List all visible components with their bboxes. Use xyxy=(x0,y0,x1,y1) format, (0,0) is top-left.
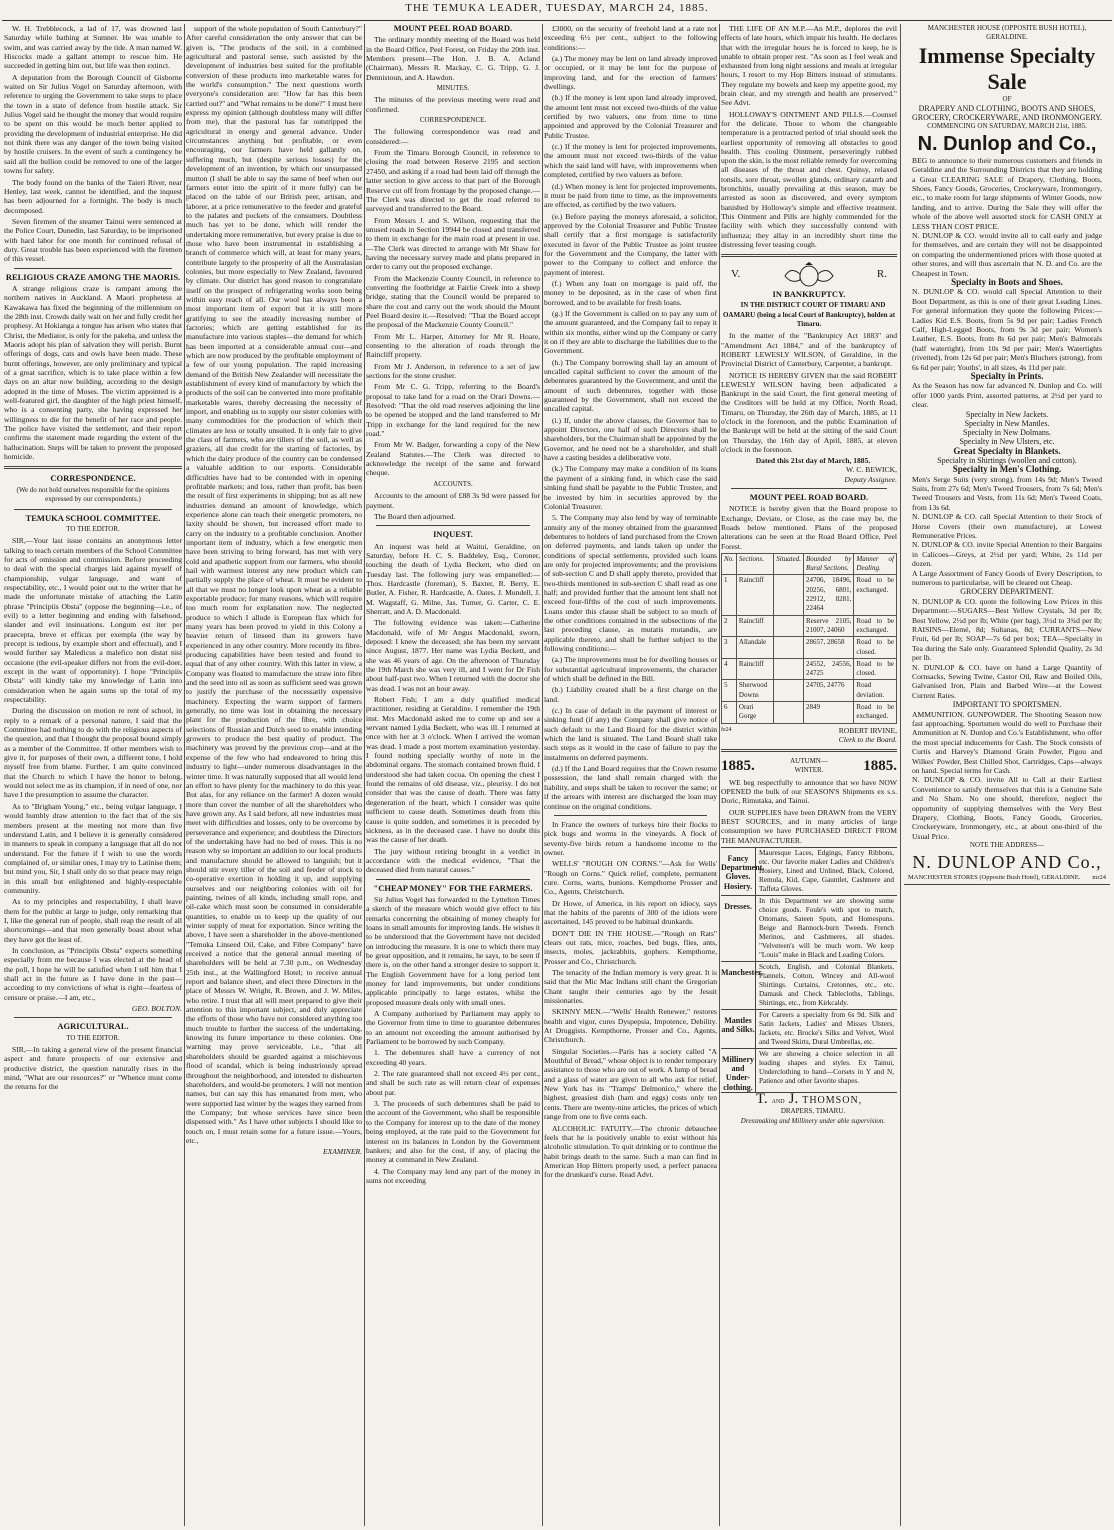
divider xyxy=(376,879,530,880)
clause: (b.) Liability created shall be a first charge on the land. xyxy=(544,685,717,704)
divider xyxy=(376,525,530,526)
notice-body: NOTICE is hereby given that the Board propose to Exchange, Deviate, or Close, as the case may be, the Roads below mentioned. Plans of the proposed alterations can be seen at the Road Board Office, Peel Forest. xyxy=(721,504,897,551)
table-cell: Road to be exchanged. xyxy=(854,702,897,724)
article-body: The Board then adjourned. xyxy=(374,511,456,521)
editorial-note: (We do not hold ourselves responsible for the opinions expressed by our correspondents.) xyxy=(16,485,170,504)
royal-letter: R. xyxy=(876,268,887,281)
table-header-cell: Situated. xyxy=(774,553,804,575)
department-row xyxy=(721,847,897,895)
table-cell: Raincliff xyxy=(736,575,773,615)
ads-region xyxy=(721,24,1110,1526)
banner-year: 1885. xyxy=(721,757,755,774)
table-cell: Raincliff xyxy=(736,615,773,637)
advert-body: Men's Serge Suits (very strong), from 14s 9d; Men's Tweed Suits, from 27s 6d; Men's Tweed Trousers, from 7s 6d; Men's Tweed Trousers and Vests, from 11s 6d; Men's Tweed Coats, from 13s 6d. xyxy=(912,474,1102,512)
news-item: W. H. Trebblecock, a lad of 17, was drowned last Saturday while bathing at Sumner. He was unable to swim, and was carried away by the tide. A man named W. Hiscocks made a gallant attempt to rescue him. He succeeded in getting him out, but life was then extinct. xyxy=(4,24,182,71)
notice-body: In the matter of the "Bankruptcy Act 1883" and "Amendment Act 1884," and of the bankruptcy of ROBERT LEWESLY WILSON, of Geraldine, in the Provincial District of Canterbury, Carpenter, a bankrupt. xyxy=(721,331,897,369)
divider xyxy=(14,509,172,510)
clause: (g.) If the Government is called on to pay any sum of the amount guaranteed, and the Company fail to repay it within six months, either wind up the Company or carry it on if they are able to discharge the liabilities due to the Government. xyxy=(544,308,717,356)
advert-body: N. DUNLOP & CO. have on hand a Large Quantity of Cornsacks, Sewing Twine, Castor Oil, Raw and Boiled Oils, Galvanised Iron, Plain and Barbed Wire—at the Lowest Current Rates. xyxy=(912,662,1102,700)
table-cell: 5 xyxy=(722,680,737,702)
column-rule xyxy=(364,24,365,1526)
letter-body: As to "Brigham Young," etc., being vulgar language, I would humbly draw attention to the fact that of the six members present at the meeting not more than five understand Latin, and I believe it is generally considered in manners to speak in company a language that all do not understand. For the future if I wish to use the words complained of, or similar ones, I may try to Latinise them; but mind you, Sir, I shall only do so that peace may reign in this small but enlightened and highly-respectable community. xyxy=(4,801,182,895)
notice-signature: Clerk to the Board. xyxy=(838,734,897,744)
article-body: 1. The debentures shall have a currency of not exceeding 40 years. xyxy=(366,1048,540,1067)
article-body: A Company authorised by Parliament may apply to the Governor from time to time to guarantee debentures to an amount not exceeding the amount authorised by Parliament to be borrowed by such Company. xyxy=(366,1009,540,1047)
advert-subhead: Specialty in New Dolmans. xyxy=(963,428,1051,438)
advert-body: WE beg respectfully to announce that we have NOW OPENED the bulk of our SEASON'S Shipments ex s.s. Doric, Rimutaka, and Tainui. xyxy=(721,777,897,806)
table-cell: Allandale xyxy=(736,637,773,659)
letter-signature: EXAMINER. xyxy=(322,1147,362,1157)
department-text: Mauresque Laces, Edgings, Fancy Ribbons, etc. Our favorite maker Ladies and Children's Hosiery, Lined and Unlined, Black, Colored, Remula, Kid, Cape, Gauntlet, Cashmere and Taffeta Gloves. xyxy=(759,848,894,893)
news-item: Singular Societies.—Paris has a society called "A Mouthful of Bread," whose object is to render temporary assistance to those who are out of work. A lump of bread and a glass of water are given to all who ask for relief. New York has its "Tramps' Delmonico," where the highest, greasiest dish (ham and eggs) costs only ten cents. There are twenty-nine articles, the prices of which range from one to five cents each. xyxy=(544,1046,717,1122)
article-body: From Mr L. Harper, Attorney for Mr R. Hoare, consenting to the alteration of roads through the Raincliff property. xyxy=(366,331,540,360)
table-cell xyxy=(774,702,804,724)
advert-body: N. DUNLOP & CO. invite Special Attention to their Bargains in Calicoes—Greys, at 2½d per yard; White, 2s 11d per dozen. xyxy=(912,540,1102,569)
top-rule xyxy=(2,20,1112,21)
clause: (d.) When money is lent for projected improvements, it must be paid from time to time, as the improvements are effected, as certified by the two valuers. xyxy=(544,181,717,210)
table-header-row xyxy=(722,553,897,575)
banner-year: 1885. xyxy=(863,757,897,774)
column-4 xyxy=(544,24,717,1526)
news-item: Dr Howe, of America, in his report on idiocy, says that the habits of the parents of 300 of the idiots were ascertained, 145 proved to be habitual drunkards. xyxy=(544,898,717,927)
table-cell: 24706, 18496, 20256, 6801, 22912, 8281, 22464 xyxy=(803,575,853,615)
notice-signature: Deputy Assignee. xyxy=(844,474,897,484)
table-cell: Road to be closed. xyxy=(854,637,897,659)
section-headline: CORRESPONDENCE. xyxy=(50,473,136,484)
divider xyxy=(14,1017,172,1018)
department-row xyxy=(721,895,897,961)
advert-subhead: IMPORTANT TO SPORTSMEN. xyxy=(952,700,1062,710)
table-body xyxy=(722,575,897,723)
article-body: From the Timaru Borough Council, in reference to closing the road between Reserve 2195 and section 27450, and asking if a road had been laid off through the latter section to give access to that part of the Borough Reserve cut off from frontage by the proposed change.—The Clerk was directed to get the road referred to surveyed and transferred to the Board. xyxy=(366,148,540,214)
advert-notice: WELLS' "ROUGH ON CORNS."—Ask for Wells' "Rough on Corns." Quick relief, complete, permanent cure. Corns, warts, bunions. Kempthorne Prosser and Co., Agents, Christchurch. xyxy=(544,859,717,897)
clause: (e.) Before paying the moneys aforesaid, a solicitor, approved by the Colonial Treasurer and Public Trustee shall certify that a first mortgage is satisfactorily executed in favor of the Public Trustee as joint trustee for the Government and the Company, the latter with power to the Company to collect and enforce the payment of interest. xyxy=(544,211,717,277)
advert-subhead: Specialty in New Jackets. xyxy=(965,409,1049,419)
news-item: In France the owners of turkeys hire their flocks to pick bugs and worms in the vineyards. A flock of seventy-five birds return a handsome income to the owner. xyxy=(544,819,717,857)
department-row xyxy=(721,1009,897,1048)
column-1 xyxy=(4,24,182,1526)
season-banner xyxy=(721,757,897,776)
advert-brand: N. DUNLOP AND Co., xyxy=(912,851,1102,872)
advert-body: N. DUNLOP & CO. would call Special Attention to their Boot Department, as this is one of their great Leading Lines. For general information they quote the following Prices:—Ladies Kid E.S. Boots, from 5s 9d per pair; Ladies French Calf, High-Legged Boots, from 9s 3d per pair; Women's Leather, E.S. Boots, from 8s 6d per pair; Men's Balmorals (half watertight), from 10s 9d per pair; Men's Watertights (rivetted), from 12s 6d per pair; Men's Bluchers (strong), from 6s 6d per pair; Youths', in all sizes, 4s 11d per pair. xyxy=(912,287,1102,372)
advert-body: OUR SUPPLIES have been DRAWN from the VERY BEST SOURCES, and in many articles of large consumption we have PURCHASED DIRECT FROM THE MANUFACTURER. xyxy=(721,807,897,845)
clause: (a.) The improvements must be for dwelling houses or for substantial agricultural improvements, the character of which shall be defined in the Bill. xyxy=(544,655,717,684)
article-body: From Mr W. Badger, forwarding a copy of the New Zealand Statutes.—The Clerk was directed to acknowledge the receipt of the same and forward cheque. xyxy=(366,440,540,478)
article-body: An inquest was held at Waitui, Geraldine, on Saturday, before H. C. S. Baddeley, Esq., Coroner, touching the death of Lydia Beckett, who died on Tuesday last. The following jury was empanelled:—Thos. Hardcastle (foreman), S. Baxter, R. Berry, E. Butler, A. Fisher, R. Hardcastle, A. Oates, J. Mundell, J. M. Wagstaff, G. Milne, Jas. Turner, G. Carter, C. E. Sherratt, and A. D. Macdonald. xyxy=(366,541,540,616)
news-item: Seven firemen of the steamer Tainui were sentenced at the Police Court, Dunedin, last Saturday, to be imprisoned with hard labor for one month for continued refusal of duty. Great trouble has been experienced with the firemen of this vessel. xyxy=(4,216,182,264)
table-cell: Sherwood Downs xyxy=(736,680,773,702)
letter-body: As to my principles and respectability, I shall leave them for the public at large to judge, only remarking that I, like the general run of people, shall reap the result of all shortcomings—and that men generally boast about what they have got the least of. xyxy=(4,897,182,944)
article-body: Accounts to the amount of £88 3s 9d were passed for payment. xyxy=(366,491,540,510)
advert-subhead: Specialty in New Mantles. xyxy=(964,418,1050,428)
table-cell: Road to be closed. xyxy=(854,658,897,680)
table-row xyxy=(722,575,897,615)
department-label: Mantles and Silks. xyxy=(721,1010,756,1048)
subheading: MINUTES. xyxy=(436,84,470,93)
letter-body: SIR,—Your last issue contains an anonymous letter talking to teach certain members of the School Committee for acts of omission and commission. Before proceeding to deal with the special charges laid against myself of championship, vulgar language, and want of respectability, etc., I would point out to the writer that he made the unfortunate mistake of attaching the Latin phrase "Principiis Obsta" (oppose the beginning—i.e., of evil) to a letter beginning and ending with falsehood, slander and evil insinuations. Longum est iter per praecepta, breve et efficax per exempla (the way by precept is tedious, by example short and effectual), and I would further say Maledicus a malefico non distat nisi occasione (the evil-speaker differs not from the evil-doer, except in the want of opportunity). I hope "Principiis Obsta" will kindly take my knowledge of Latin into consideration when he again sums up the total of my respectability. xyxy=(4,536,182,705)
department-text: We are showing a choice selection in all leading shapes and styles. Ex Tainui, Underclothing to hand—Corsets in Y and N, Patience and other favorite shapes. xyxy=(759,1049,894,1085)
department-row xyxy=(721,1048,897,1092)
brand-letter: J. xyxy=(788,1091,799,1108)
department-label: Manchester. xyxy=(721,962,756,1009)
advert-subhead: Specialty in Men's Clothing. xyxy=(952,464,1062,475)
divider xyxy=(721,749,897,752)
brand-tagline: Dressmaking and Millinery under able supervision. xyxy=(740,1116,886,1125)
divider xyxy=(554,815,707,816)
table-cell xyxy=(774,658,804,680)
department-label: Dresses. xyxy=(721,896,756,961)
advert-notice: HOLLOWAY'S OINTMENT AND PILLS.—Counsel for the delicate. Those to whom the changeable temperature is a protracted period of trial should seek the earliest opportunity of removing all obstacles to good health. This cooling Ointment, perseveringly rubbed upon the skin, is the most reliable remedy for overcoming all diseases of the throat and chest. Quinsy, relaxed tonsils, sore throat, swollen glands, ordinary catarrh and bronchitis, usually prevailing at this season, may be arrested as soon as discovered, and every symptom banished by Holloway's simple and effective treatment. This Ointment and Pills are highly commended for the facility with which they successfully contend with influenza; they allay in an incredibly short time the distressing fever teasing cough. xyxy=(721,109,897,249)
advert-body: N. DUNLOP & CO. quote the following Low Prices in this Department:—SUGARS—Best Yellow Crystals, 3d per lb; Best Yellow, 2½d per lb; White (per bag), 3½d to 3¾d per lb; RAISINS—Elemé, 8d; Sultanas, 8d; CURRANTS—New Fruit, 6d per lb; SOAP—7s 6d per box; TEA—Specialty in Tea during the Sale only. Guaranteed Splendid Quality, 2s 3d per lb. xyxy=(912,596,1102,663)
letter-body: During the discussion on motion re rent of school, in reply to a remark of a personal nature, I said that the Committee had nothing to do with the religious aspects of the question, and that I thought the proposal bound simply as a member of the Committee. If other members wish to give it, for purposes of their own, a different tone, I hold myself free from blame. Further, I am quite convinced that the Church to which I have the honor to belong, would not select me as its champion, if in need of one, nor have I the presumption to assume the character. xyxy=(4,706,182,800)
advert-line: COMMENCING ON SATURDAY, MARCH 21st, 1885. xyxy=(927,122,1087,131)
advert-body: N. DUNLOP & CO. call Special Attention to their Stock of Horse Covers (their own manufacture), at Lowest Remunerative Prices. xyxy=(912,512,1102,541)
notices-column xyxy=(721,24,901,1526)
notice-signature: ROBERT IRVINE, xyxy=(838,725,897,735)
notice-headline: IN BANKRUPTCY. xyxy=(772,289,846,300)
divider xyxy=(14,268,172,269)
table-cell: 1 xyxy=(722,575,737,615)
ad-code: mr24 xyxy=(1092,873,1106,881)
article-headline: AGRICULTURAL. xyxy=(57,1021,129,1032)
table-cell xyxy=(774,615,804,637)
advert-subhead: Great Specialty in Blankets. xyxy=(953,445,1061,456)
table-cell: Road to be exchanged. xyxy=(854,615,897,637)
subheading: ACCOUNTS. xyxy=(433,479,473,488)
advert-notice: THE LIFE OF AN M.P.—An M.P., deplores the evil effects of late hours, which impair his health. He declares that with the irregular hours he is forced to keep, he is unable to obtain proper rest. "As soon as I feel weak and exhausted from long night sessions and meals at irregular hours, I resort to my Hop Bitters instead of stimulants. They regulate my bowels and keep my appetite good, my brain clear, and my strength and health are preserved." See Advt. xyxy=(721,24,897,108)
advert-body: As the Season has now far advanced N. Dunlop and Co. will offer 1000 yards Print, assorted patterns, at 2½d per yard to clear. xyxy=(912,381,1102,410)
table-cell: 2849 xyxy=(803,702,853,724)
article-body: 3. The proceeds of such debentures shall be paid to the account of the Government, who shall be responsible to the Company for interest up to the date of the money being employed, at the rate paid to the Government for interest on its balances in London by the Government bankers; and also for the cost, if any, of placing the money at command in New Zealand. xyxy=(366,1099,540,1165)
department-text: In this Department we are showing some choice goods. Foule's with spot to match, Ottomans, Sateen Spots, and Homespuns. Beige and Bannock-burn Tweeds. French Merinos, and Cashmeres, all shades. "Velveteen's will be much worn. We keep "Louis" make in Black and Leading Colors. xyxy=(759,896,894,959)
advert-body: AMMUNITION. GUNPOWDER. The Shooting Season now fast approaching, Sportsmen would do well to Purchase their Ammunition at N. Dunlop and Co.'s Establishment, who offer the most special inducements for Cash. The Stock consists of Curtis and Harvey's Diamond Grain Powder, Pigou and Wilkes' Powder, Best Chilled Shot, Cartridges, Caps—always on hand. Special terms for Cash. xyxy=(912,709,1102,775)
table-cell: 4 xyxy=(722,658,737,680)
article-headline: TEMUKA SCHOOL COMMITTEE. xyxy=(25,512,161,523)
banner-season: AUTUMN—WINTER. xyxy=(790,757,828,775)
clause: (c.) In case of default in the payment of interest or sinking fund (if any) the Company shall give notice of such default to the Land Board for the district within which the land is situated. The Land Board shall take such steps as it would in the case of failure to pay the instalments on deferred payments. xyxy=(544,706,717,762)
roads-table xyxy=(721,553,897,724)
advert-line: NOTE THE ADDRESS— xyxy=(969,841,1045,850)
article-headline: INQUEST. xyxy=(433,529,473,540)
clause: (a.) The money may be lent on land already improved or occupied, or it may be lent for the purpose of improving land, and for the erection of farmers' dwellings. xyxy=(544,54,717,92)
advert-brand: N. Dunlop and Co., xyxy=(917,132,1097,155)
article-body: From Mr J. Anderson, in reference to a set of jaw sections for the stone crusher. xyxy=(366,361,540,381)
clause: (i.) If, under the above clauses, the Governor has to appoint Directors, one half of such Directors shall be shareholders, but the Chairman shall be appointed by the Governor, and he need not be a shareholder, and shall have a casting besides a deliberative vote. xyxy=(544,415,717,463)
table-row xyxy=(722,637,897,659)
article-body: From Mr C. G. Tripp, referring to the Board's proposal to take land for a road on the Orari Downs.—Resolved: "That the old road reserves adjoining the line to be opened be stopped and the land transferred to Mr Tripp in exchange for the land required for the new road." xyxy=(366,382,540,439)
news-item: The tenacity of the Indian memory is very great. It is said that the Mic Mac Indians still chant the Gregorian Chant taught their centuries ago by the Jesuit missionaries. xyxy=(544,968,717,1006)
table-cell: 24552, 24556, 24725 xyxy=(803,658,853,680)
royal-arms xyxy=(721,262,897,288)
article-body: 4. The Company may lend any part of the money in sums not exceeding xyxy=(366,1166,540,1185)
table-header-cell: No. xyxy=(722,553,737,575)
advert-body: N. DUNLOP & CO. would invite all to call early and judge for themselves, and are certain they will not be disappointed on comparing the undermentioned prices with those quoted at other stores, and will thus ascertain that N. D. and Co. are the Cheapest in Town. xyxy=(912,231,1102,278)
letter-body: SIR,—In taking a general view of the present financial aspect and future prospects of our extensive and productive district, the question naturally rises in the mind, "What are our resources?" or "Whence must come the returns for the xyxy=(4,1045,182,1092)
column-rule xyxy=(542,24,543,1526)
table-header-cell: Sections. xyxy=(736,553,773,575)
advert-title: Immense Specialty Sale xyxy=(918,42,1096,94)
display-ads xyxy=(901,24,1110,1526)
notice-headline: MOUNT PEEL ROAD BOARD. xyxy=(749,492,869,503)
article-body: The following evidence was taken:—Catherine Macdonald, wife of Mr Angus Macdonald, sworn, deposed: I knew the deceased; she has been my servant since August, 1877. Her name was Lydia Beckett, and she was 46 years of age. On the afternoon of Thursday the 19th March she was very ill, and I went for Dr Fish about half-past two. When I returned with the doctor she was dead. I was not an hour away. xyxy=(366,618,540,693)
article-body: Sir Julius Vogel has forwarded to the Lyttelton Times a sketch of the measure which would give effect to his remarks concerning the obtaining of money cheaply for loans in small amounts for improving lands. He wishes it to be understood that the Government have not decided on introducing the measure. It is one to which there may be great opposition, and it remains, he says, to be seen if there is, on the other hand a stronger desire to support it. The English Government have for a long period lent money for land improvements, but under conditions applicable principally to large estates, whilst the proposed measure deals only with small ones. xyxy=(366,894,540,1007)
divider xyxy=(4,466,182,469)
advert-subhead: Specialty in Shirtings (woollen and cotton). xyxy=(937,456,1077,466)
advert-body: A Large Assortment of Fancy Goods of Every Description, to numerous to particularise, will be cleared out Cheap. xyxy=(912,568,1102,588)
letter-body: In conclusion, as "Principiis Obsta" expects something especially from me because I was elected at the head of the poll, I hope he will be satisfied when I tell him that I shall act in the future as I have done in the past—according to my convictions of what is right—fearless of censure or praise.—I am, etc., xyxy=(4,945,182,1002)
clause: (b.) If the money is lent upon land already improved, the amount lent must not exceed two-thirds of the value certified by two valuers, one from time to time appointed and approved by the Colonial Treasurer and Public Trustee. xyxy=(544,93,717,140)
article-body: A strange religious craze is rampant among the northern natives in Auckland. A Maori prophetess at Kawakawa has fixed the beginning of the millennium on the 28th inst. Crowds daily wait on her and fully credit her prophesy. At Hokianga a tongue has arisen who states that Christ, the Mediator, is only for the pakeha, and unless the Maoris adopt his plan of salvation they will perish. Burnt offerings of dogs, cats and owls have been made. These burnt offerings, however, are only preliminary and typical of a great sacrifice, which is to take place within a few days on an altar now building, according to the design adopted in the time of Moses. The victim appointed is a well-featured girl, the daughter of the high priest himself, who is a consenting party, she having expressed her willingness to die for the benefit of her race and people. The police have visited the settlement, and their report confirms the statement made regarding the extent of the hallucination. Steps will be taken to prevent the proposed homicide. xyxy=(4,283,182,462)
clause: (f.) When any loan on mortgage is paid off, the money to be deposited, as in the case of when first borrowed, and to be available for fresh loans. xyxy=(544,278,717,307)
table-header-cell: Manner of Dealing. xyxy=(854,553,897,575)
divider xyxy=(721,254,897,257)
masthead: THE TEMUKA LEADER, TUESDAY, MARCH 24, 1885. xyxy=(405,2,709,14)
article-body: 2. The rate guaranteed shall not exceed 4½ per cent., and shall be such rate as will return clear of expenses about par. xyxy=(366,1069,540,1097)
advert-line: OF xyxy=(1002,94,1012,103)
column-rule xyxy=(184,24,185,1526)
department-row xyxy=(721,961,897,1009)
clause: 5. The Company may also lend by way of terminable annuity any of the money obtained from the guaranteed debentures to holders of land purchased from the Crown on deferred payments, and lands taken up under the conditions of special settlements, provided such loans are only for projected improvements; and the provisions of sub-section C and D shall apply thereto, provided that two-thirds mentioned in sub-section C shall read as one half; and provided further that the amount lent shall not exceed four-fifths of the cost of such improvements. Loans under this clause shall be subject to so much of the other conditions contained in the subsections of the last preceding clause, as mutatis mutandis, are applicable thereto, and shall be further subject to the following conditions:— xyxy=(544,513,717,653)
table-header-cell: Bounded by Rural Sections. xyxy=(803,553,853,575)
table-cell: 28657, 28658 xyxy=(803,637,853,659)
royal-letter: V. xyxy=(731,268,741,281)
advert-body: N. DUNLOP & CO. invite All to Call at their Earliest Convenience to satisfy themselves that this is a Genuine Sale and No Sham. No one should, therefore, neglect the opportunity of supplying themselves with the Very Best Drapery, Clothing, Boots, Fancy Goods, Groceries, Crockeryware, Ironmongery, etc., at about one-third of the Usual Price. xyxy=(912,775,1102,841)
table-cell: Orari Gorge xyxy=(736,702,773,724)
brand-letter: T. xyxy=(755,1091,768,1108)
advert-subhead: Specialty in New Ulsters, etc. xyxy=(959,437,1055,447)
letter-salutation: TO THE EDITOR. xyxy=(66,524,120,533)
table-row xyxy=(722,658,897,680)
notice-signature: W. C. BEWICK, xyxy=(846,465,897,475)
advert-line: DRAPERY AND CLOTHING, BOOTS AND SHOES, GROCERY, CROCKERYWARE, AND IRONMONGERY. xyxy=(912,103,1102,123)
table-cell: Road to be exchanged. xyxy=(854,575,897,615)
letter-signature: GEO. BOLTON. xyxy=(131,1004,182,1014)
column-2 xyxy=(186,24,362,1526)
department-list xyxy=(721,847,897,1092)
department-text: For Careers a specialty from 6s 9d. Silk and Satin Jackets, Ladies' and Misses Ulsters, Jackets, etc. Brocke's Silks and Velvet, Wool and Tweed Skirts, Dural Umbrellas, etc. xyxy=(759,1010,894,1046)
article-headline: MOUNT PEEL ROAD BOARD. xyxy=(393,24,513,33)
table-cell: 2 xyxy=(722,615,737,637)
clause: (k.) The Company may make a condition of its loans the payment of a sinking fund, in which case the said sinking fund shall be payable to the Public Trustee, and be invested by him in securities approved by the Colonial Treasurer. xyxy=(544,464,717,511)
advert-subhead: Specialty in Boots and Shoes. xyxy=(951,277,1063,288)
advert-address: MANCHESTER STORES (Opposite Bush Hotel), GERALDINE. xyxy=(908,873,1081,881)
advert-body: BEG to announce to their numerous customers and friends in Geraldine and the Surrounding Districts that they are holding a Great CLEARING SALE of Drapery, Clothing, Boots, Shoes, Fancy Goods, Groceries, Crockeryware, Ironmongery, etc., to make room for large shipments of Winter Goods, now landing, and to arrive. During the Sale they will offer the whole of the above well assorted stock for CASH ONLY at LESS THAN COST PRICE. xyxy=(912,155,1102,231)
advert-footer xyxy=(908,873,1106,882)
brand-name: THOMSON, xyxy=(802,1095,863,1107)
article-headline: RELIGIOUS CRAZE AMONG THE MAORIS. xyxy=(5,271,181,282)
news-item: The body found on the banks of the Taieri River, near Henley, last week, cannot be identified, and the inquest has been adjourned for a fortnight. The body is much decomposed. xyxy=(4,177,182,215)
article-body: The jury without retiring brought in a verdict in accordance with the medical evidence, "That the deceased died from natural causes." xyxy=(366,846,540,875)
table-cell: 3 xyxy=(722,637,737,659)
table-cell: Reserve 2105, 21007, 24060 xyxy=(803,615,853,637)
crest-icon xyxy=(779,262,839,288)
article-body: The minutes of the previous meeting were read and confirmed. xyxy=(366,95,540,114)
table-cell xyxy=(774,680,804,702)
table-cell: Raincliff xyxy=(736,658,773,680)
letter-salutation: TO THE EDITOR. xyxy=(66,1033,120,1042)
advert-notice: ALCOHOLIC FATUITY.—The chronic debauchee feels that he is positively unable to exist without his alcoholic stimulation. To quit drinking or to continue the habit brings death to the same. Such a man can find in American Hop Bitters properly used, a perfect panacea for the drunkard's curse. Read Advt. xyxy=(544,1123,717,1180)
table-cell xyxy=(774,575,804,615)
clause: (c.) If the money is lent for projected improvements, the amount must not exceed two-thirds of the value which the said land will have, with improvements when completed, certified by two valuers as before. xyxy=(544,142,717,180)
advert-subhead: GROCERY DEPARTMENT. xyxy=(960,587,1054,597)
table-cell: Road deviation. xyxy=(854,680,897,702)
department-label: Millinery and Under-clothing. xyxy=(721,1049,756,1092)
advert-notice: DON'T DIE IN THE HOUSE.—"Rough on Rats" clears out rats, mice, roaches, bed bugs, flies, ants, insects, moles, jackrabbits, gophers. Kempthorne, Prosser and Co., Christchurch. xyxy=(544,928,717,966)
advert-subhead: Specialty in Prints. xyxy=(970,371,1044,382)
article-body: Robert Fish; I am a duly qualified medical practitioner, residing at Geraldine. I remember the 19th inst. Mrs Macdonald asked me to come up and see a servant named Lydia Beckett, who was ill. I returned at once with her at 3 o'clock. When I arrived the woman was dead. I made a post mortem examination yesterday. I found nothing specially worthy of note in the abdominal organs. The stomach contained brown fluid. I understood she had taken cocoa. On opening the chest I found the remains of old disease, viz., pleurisy. I do not consider that was the cause of death. There was fatty degeneration of the heart, which I consider was quite sufficient to cause death. Sometimes death from this cause is quite sudden, and sometimes it is preceded by sickness, as in the deceased case. I have no doubt this was the cause of her death. xyxy=(366,695,540,845)
dunlop-advert xyxy=(904,24,1110,885)
article-body: From Messrs J. and S. Wilson, requesting that the unused roads in Section 19944 be closed and transferred to them in exchange for the main road at present in use.—The Clerk was directed to arrange with Mr Shaw for having the necessary survey made and plans prepared in order to carry out the proposed exchange. xyxy=(366,215,540,272)
column-rule xyxy=(719,24,720,1526)
notice-date: Dated this 21st day of March, 1885. xyxy=(755,456,871,466)
table-row xyxy=(722,680,897,702)
table-row xyxy=(722,702,897,724)
notice-court: IN THE DISTRICT COURT OF TIMARU AND OAMARU (being a local Court of Bankruptcy), holden at Timaru. xyxy=(722,301,896,329)
table-cell xyxy=(774,637,804,659)
news-item: A deputation from the Borough Council of Gisborne waited on Sir Julius Vogel on Saturday afternoon, with reference to urging the Government to take steps to place the town in a state of defence from hostile attack. Sir Julius Vogel said he thought the money that would require to be spent on this would be much better applied to providing the development of industrial enterprise. He did not think there was any danger of the town being visited by hostile cruisers. In the event of such a contingency he said all the bullion could be removed to one of the larger towns for safety. xyxy=(4,72,182,176)
column-3 xyxy=(366,24,540,1526)
ad-code: fe24 xyxy=(721,726,732,733)
clause: (d.) If the Land Board requires that the Crown resume possession, the land shall remain charged with the liability, and steps shall be taken to recover the same; or if the arrears with interest are discharged the loan may continue on the original conditions. xyxy=(544,764,717,811)
article-body: From the Mackenzie County Council, in reference to converting the footbridge at Fairlie Creek into a sheep bridge, stating that the Council would be prepared to share the cost and carry out the work should the Mount Peel Board desire it.—Resolved: "That the Board accept the proposal of the Mackenzie County Council." xyxy=(366,273,540,330)
table-cell: 24705, 24776 xyxy=(803,680,853,702)
table-cell: 6 xyxy=(722,702,737,724)
notice-footer xyxy=(721,726,897,735)
letter-body: support of the whole population of South Canterbury?" After careful consideration the only answer that can be given is, "The products of the soil, in a combined agricultural and pastoral sense, such assisted by the development of industries best suited for the profitable conversion of these products into marketable wares for the world's consumption." The next questions worth everyone's consideration are: "How far has this been carried out?" and "What remains to be done?" I must here express my opinion (although doubtless many will differ from me), that the pastoral has far outstripped the agricultural in energy and general advance. Under circumstances anything but profitable, or even encouraging, our farmers have held gallantly on, suffering much, but (despite serious losses) for the development of an invention, by which our unsurpassed mutton (I shall be able to say the same of beef when our farmers enter into the spirit of it more fully) can be placed on the table of our British peer, artisan, and laborer, at a price remunerative to the feeder and grateful to the palates and pockets of the consumers. Doubtless much has yet to be done, which will render the undertaking more remunerative, but every praise is due to those who have been instrumental in establishing a branch of commerce which will, at least for many years, contribute largely to the prosperity of all the Australasian colonies, but more especially to New Zealand, favoured by climate. Our district has good reason to congratulate itself on the prospect of refrigerating works soon being within easy reach of all. Our wool has always been a most important item of export but it is still more gratifying to see the steadily increasing number of factories; which are getting established for its manufacture into various staples—the demand for which has been imported at a considerable annual cost—and which are now produced by the profitable employment of a few of our young population. The rapid increasing demand of the British New Zealander will necessitate the establishment of every kind of manufactory by which the products of the soil can be converted into more profitable marketable wares, thereby decreasing the necessity of import, and enabling us to supply our sister colonies with many commodities for the production of which their climates are less or totally unsuited. It is only fair to give the class of farmers, who are tillers of the soil, as well as graziers, all due credit for the starting of factories, by which the dairy produce of the country can be condensed a valuable addition to our exports. Considerable difficulties have had to be contended with in opening profitable markets; and loss, rather than profit, has been the result of first experiments in shipping; but as all new industries demand an amount of knowledge, which experience alone can teach their energetic promoters, no laxity should be shown, but increased effort made to carry on the industry to a profitable conclusion. Another important item of industry, which a few energetic men have been striving to bring forward, has met with very cold and apathetic support from our farmers, who should hail with warmest interest any new product which can partially supply the place of wheat. It must be evident to all that we must no longer look upon wheat as a reliable exportable produce; for many reasons, which will require too much room for explanation now. The neglected produce to which I allude is European flax which for many years has been proved to yield in this Colony a heavier return of linseed than its growers have experienced in any other country. More recently its fibre-producing capabilities have been tested and found to equal that of any other country. With this latter in view, a Company was floated to manufacture the straw into fibre and the seed into oil as soon as sufficient seed was grown to justify the purchase of the necessarily expensive machinery. Expecting the warm support of farmers generally, no time was lost in obtaining the necessary plant for the production of the fibre, with choice selections of Russian and Dutch seed to enable intending growers to produce the best quality of product. The machinery was proved by the previous crop—and at the expense of the few who had endeavored to bring this industry to light—under numerous disadvantages in the winter time. It was naturally supposed that all would lend an effort to have plenty for the machinery to do this year. But alas, for any reliance on the farmer! A dozen would more than cover the number of all the shareholders who have grown any. As I said before, all new industries must meet with difficulties and losses, only to be overcome by perseverance and experience; and doubtless the Directors of the undertaking have had no bed of roses. This is no reason why so important an addition to our local products and manufacture should be allowed to languish; but it should stir every tiller of the soil and feeder of stock to co-operative exertion in holding it up, and supplying ourselves and our neighboring colonies with oil for painting, twines of all kinds, including small rope, and oil-cake which must soon be consumed in considerable quantities, to enable us to keep up the quality of our winter supply of meat for exportation. Since writing the above, I have seen a shareholder in the above-mentioned "Temuka Linseed Oil, Cake, and Fibre Company" have received a notice that the general annual meeting of shareholders will be held at 7.30 p.m., on Wednesday 25th inst., at the Wallingford Hotel; to receive annual report and balance sheet, and elect three Directors in the place of Messrs W. Wright, R. Brown, and J. W. Miles, who retire. I trust that all will meet prepared to give their attention to this important subject, and duly appreciate the efforts of those who have not considered anything too much trouble to further the success of the undertaking, knowing its future importance to these colonies. One warning may prove serviceable, i.e., "that all shareholders should be guarded against a mischievous flood of scandal, which is being industriously spread throughout the neighborhood, and intended to dishearten shareholders, and would-be promoters. I will not mention names, but can say this has emanated from men, who were supported last winter by the wages they earned from the Company; but whose services have since been dispensed with." As I have other subjects I should like to touch on, I must retain some for a future issue.—Yours, etc., xyxy=(186,24,362,1145)
article-body: The ordinary monthly meeting of the Board was held in the Board Office, Peel Forest, on Friday the 20th inst. Members present—The Hon. J. B. A. Acland (Chairman), Messrs R. Mackay, C. G. Tripp, G. J. Dennistoun, and A. Hawdon. xyxy=(366,35,540,82)
article-body: The following correspondence was read and considered:— xyxy=(366,127,540,146)
article-headline: "CHEAP MONEY" FOR THE FARMERS. xyxy=(373,882,533,893)
advert-notice: SKINNY MEN.—"Wells' Health Renewer," restores health and vigor, cures Dyspepsia, Impotence, Debility. At Druggists. Kempthorne, Prosser and Co., Agents, Christchurch. xyxy=(544,1007,717,1045)
thomson-name xyxy=(721,1092,897,1107)
table-row xyxy=(722,615,897,637)
advert-header: MANCHESTER HOUSE (OPPOSITE BUSH HOTEL), GERALDINE. xyxy=(927,24,1087,42)
subheading: CORRESPONDENCE. xyxy=(419,116,487,125)
department-label: Fancy Department. Gloves. Hosiery. xyxy=(721,848,756,895)
brand-subtitle: DRAPERS, TIMARU. xyxy=(780,1107,846,1116)
department-text: Scotch, English, and Colonial Blankets, Flannels, Cotton, Wincey and All-wool Shirtings. Curtains, Cretonnes, etc., etc. Damask and Check Tablecloths, Tablings, Shirtings, etc., from Kirkcaldy. xyxy=(759,962,894,1007)
clause: (h.) The Company borrowing shall lay an amount of uncalled capital sufficient to cover the amount of the debentures guaranteed by the Government, and until the amount of such debentures, together with those guaranteed by the Government, shall not exceed the uncalled capital. xyxy=(544,357,717,414)
notice-body: NOTICE IS HEREBY GIVEN that the said ROBERT LEWESLY WILSON having been adjudicated a Bankrupt in the said Court, the first general meeting of the Creditors will be held at my Office, North Road, Timaru, on Thursday, the 26th day of March, 1885, at 11 o'clock in the forenoon, and the public Examination of the Bankrupt will be held at the sitting of the said Court on Thursday, the 16th day of April, 1885, at eleven o'clock in the forenoon. xyxy=(721,370,897,454)
brand-letter: AND xyxy=(771,1099,785,1106)
article-body: £3000, on the security of freehold land at a rate not exceeding 6½ per cent., subject to the following conditions:— xyxy=(544,24,717,52)
divider xyxy=(731,488,887,489)
